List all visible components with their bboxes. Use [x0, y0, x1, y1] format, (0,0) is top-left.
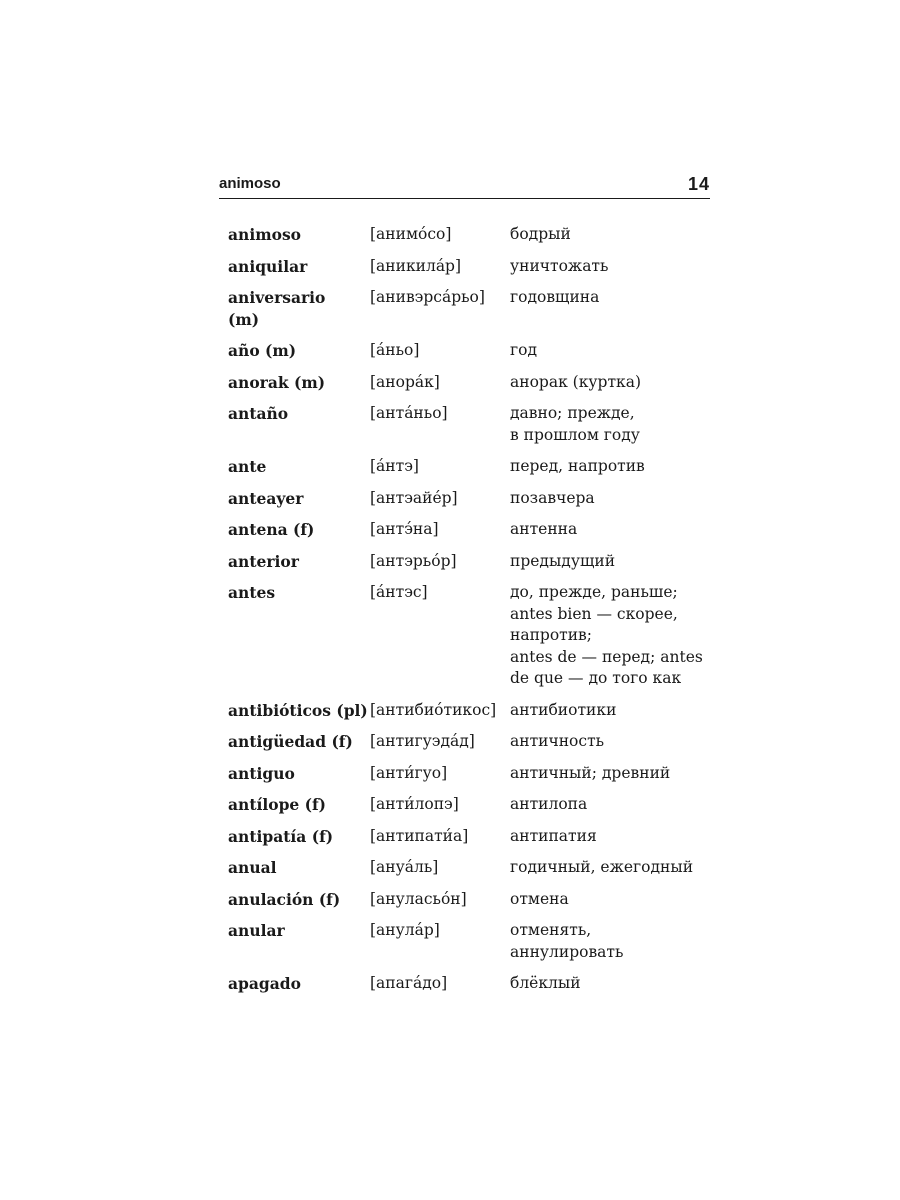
entry-word-line: anteayer	[228, 488, 304, 508]
dictionary-entry	[228, 920, 710, 963]
entry-translation	[510, 763, 710, 785]
entry-word-line: año (m)	[228, 341, 297, 360]
entry-pronunciation: [антэайе́р]	[370, 488, 458, 507]
entry-translation	[510, 920, 710, 963]
entry-word	[228, 826, 370, 848]
entry-translation	[510, 582, 710, 690]
entry-word-line: (m)	[228, 309, 260, 329]
entry-word	[228, 519, 370, 541]
entry-pronunciation: [аникила́р]	[370, 256, 462, 275]
entry-translation-line: антилопа	[510, 795, 588, 813]
entry-translation-line: предыдущий	[510, 551, 616, 570]
entry-word-line: antílope (f)	[228, 795, 327, 814]
dictionary-entry	[228, 519, 710, 541]
entry-word	[228, 794, 370, 816]
entry-pronunciation: [антибио́тикос]	[370, 700, 497, 719]
entry-translation-line: уничтожать	[510, 256, 609, 275]
entry-word-line: apagado	[228, 974, 301, 993]
entry-translation	[510, 826, 710, 848]
entry-word	[228, 287, 370, 330]
entry-word-line: aniquilar	[228, 256, 308, 276]
entry-translation	[510, 889, 710, 911]
entry-translation-line: антипатия	[510, 826, 597, 845]
running-head-word: animoso	[219, 175, 281, 192]
entry-translation-line: антибиотики	[510, 700, 617, 719]
entry-translation	[510, 224, 710, 246]
entry-pronunciation: [антипати́а]	[370, 826, 469, 845]
dictionary-entry	[228, 224, 710, 246]
entry-translation-line: давно; прежде,	[510, 404, 635, 422]
dictionary-entry	[228, 826, 710, 848]
entry-translation-line: годичный, ежегодный	[510, 858, 694, 876]
entry-translation-line: de que — до того как	[510, 669, 682, 687]
entry-pronunciation: [анти́лопэ]	[370, 795, 459, 813]
entry-word-line: antaño	[228, 404, 289, 423]
entry-word	[228, 582, 370, 690]
entry-pronunciation: [ануа́ль]	[370, 858, 439, 876]
entry-pronunciation: [а́нтэс]	[370, 583, 428, 601]
entry-translation-line: antes de — перед; antes	[510, 647, 703, 666]
entry-translation-line: год	[510, 341, 537, 359]
entry-word-line: anual	[228, 858, 277, 877]
entry-pronunciation: [ануласьо́н]	[370, 889, 467, 908]
entry-translation-line: анорак (куртка)	[510, 372, 642, 391]
entry-pronunciation: [анимо́со]	[370, 225, 452, 243]
entry-word	[228, 973, 370, 995]
entry-word	[228, 256, 370, 278]
entry-translation	[510, 551, 710, 573]
entry-pronunciation: [антэ́на]	[370, 520, 439, 538]
dictionary-entry	[228, 857, 710, 879]
entry-word-line: antipatía (f)	[228, 826, 334, 846]
entry-translation	[510, 340, 710, 362]
entry-word	[228, 700, 370, 722]
entry-pronunciation: [анта́ньо]	[370, 404, 448, 422]
dictionary-entry	[228, 763, 710, 785]
entry-word	[228, 731, 370, 753]
entry-pronunciation: [апага́до]	[370, 974, 448, 992]
entry-translation-line: аннулировать	[510, 942, 624, 961]
entry-translation-line: антенна	[510, 520, 578, 538]
dictionary-entry	[228, 794, 710, 816]
entry-pronunciation: [антигуэда́д]	[370, 732, 475, 750]
entry-translation	[510, 256, 710, 278]
entry-pronunciation: [анивэрса́рьо]	[370, 288, 485, 306]
entry-pronunciation: [анула́р]	[370, 921, 440, 939]
running-head	[219, 172, 710, 199]
entry-word-line: anterior	[228, 551, 299, 571]
entry-word	[228, 857, 370, 879]
entry-translation	[510, 287, 710, 330]
entry-word-line: antiguo	[228, 763, 295, 783]
entry-translation	[510, 488, 710, 510]
entry-translation-line: в прошлом году	[510, 425, 640, 444]
entry-word	[228, 224, 370, 246]
entry-translation	[510, 519, 710, 541]
entry-word-line: anulación (f)	[228, 889, 341, 909]
dictionary-entry	[228, 287, 710, 330]
dictionary-entry	[228, 456, 710, 478]
entry-word-line: ante	[228, 457, 267, 476]
entry-word-line: anular	[228, 921, 285, 940]
entry-word-line: animoso	[228, 225, 302, 244]
entry-word	[228, 920, 370, 963]
page-number: 14	[687, 174, 710, 194]
entry-word-line: antigüedad (f)	[228, 732, 353, 751]
entry-translation-line: antes bien — скорее,	[510, 604, 678, 623]
entry-translation-line: античность	[510, 732, 605, 750]
entry-translation	[510, 973, 710, 995]
dictionary-entry	[228, 700, 710, 722]
entry-word	[228, 340, 370, 362]
entry-word-line: aniversario	[228, 288, 326, 307]
entry-word	[228, 889, 370, 911]
entry-translation	[510, 403, 710, 446]
dictionary-entry	[228, 582, 710, 690]
dictionary-entry	[228, 731, 710, 753]
dictionary-entry	[228, 372, 710, 394]
entry-pronunciation: [антэрьо́р]	[370, 551, 457, 570]
entry-word	[228, 372, 370, 394]
entry-translation	[510, 372, 710, 394]
dictionary-entry	[228, 889, 710, 911]
entry-translation	[510, 857, 710, 879]
entry-translation-line: бодрый	[510, 225, 571, 243]
dictionary-entry	[228, 973, 710, 995]
entry-translation-line: перед, напротив	[510, 457, 645, 475]
entry-translation	[510, 794, 710, 816]
dictionary-entry	[228, 340, 710, 362]
entry-list	[219, 224, 710, 995]
entry-translation-line: позавчера	[510, 488, 595, 507]
entry-word	[228, 488, 370, 510]
entry-translation	[510, 731, 710, 753]
entry-word-line: antes	[228, 583, 276, 602]
entry-pronunciation: [а́ньо]	[370, 341, 420, 359]
dictionary-entry	[228, 256, 710, 278]
entry-word-line: antibióticos (pl)	[228, 700, 368, 720]
entry-translation	[510, 456, 710, 478]
entry-pronunciation: [а́нтэ]	[370, 457, 419, 475]
entry-translation	[510, 700, 710, 722]
entry-pronunciation: [анти́гуо]	[370, 763, 448, 782]
dictionary-entry	[228, 403, 710, 446]
entry-translation-line: до, прежде, раньше;	[510, 583, 678, 601]
entry-translation-line: годовщина	[510, 288, 600, 306]
entry-word-line: antena (f)	[228, 520, 315, 539]
entry-pronunciation: [анора́к]	[370, 372, 440, 391]
dictionary-entry	[228, 551, 710, 573]
entry-word	[228, 403, 370, 446]
dictionary-entry	[228, 488, 710, 510]
entry-word	[228, 763, 370, 785]
entry-translation-line: блёклый	[510, 974, 581, 992]
entry-translation-line: античный; древний	[510, 763, 671, 782]
entry-word-line: anorak (m)	[228, 372, 326, 392]
entry-translation-line: отмена	[510, 889, 569, 908]
entry-word	[228, 456, 370, 478]
entry-word	[228, 551, 370, 573]
dictionary-page	[219, 172, 710, 1005]
entry-translation-line: напротив;	[510, 626, 593, 644]
entry-translation-line: отменять,	[510, 921, 592, 939]
